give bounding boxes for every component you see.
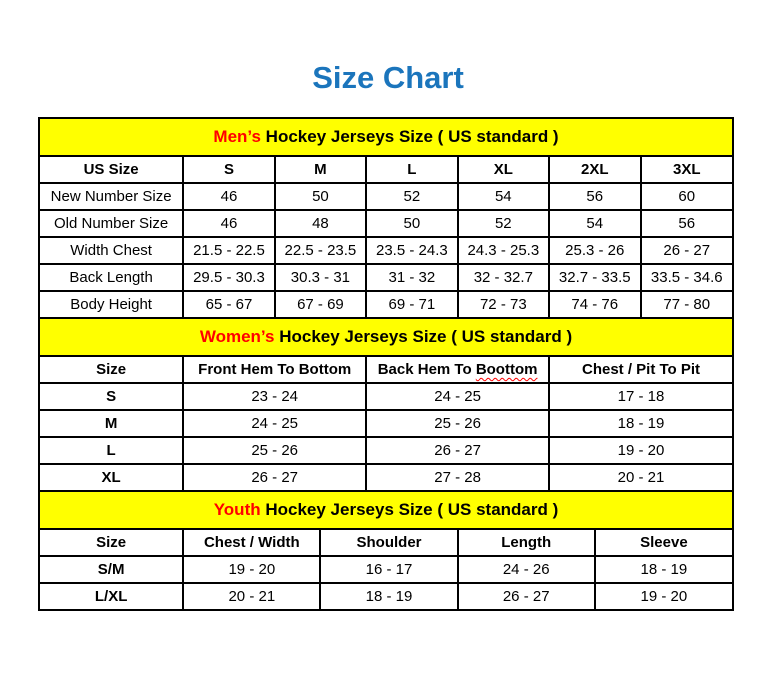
table-cell: 25.3 - 26 — [549, 237, 640, 264]
table-cell: 24 - 25 — [183, 410, 366, 437]
column-header: Chest / Width — [183, 530, 320, 556]
table-cell: 29.5 - 30.3 — [183, 264, 274, 291]
table-row — [40, 264, 732, 291]
column-header: Size — [40, 530, 183, 556]
row-label: XL — [40, 464, 183, 490]
table-cell: 24.3 - 25.3 — [458, 237, 549, 264]
table-cell: 56 — [549, 183, 640, 210]
column-header: S — [183, 157, 274, 183]
table-cell: 54 — [549, 210, 640, 237]
row-label: Body Height — [40, 291, 183, 317]
mens-size-table — [40, 157, 732, 317]
table-cell: 17 - 18 — [549, 383, 732, 410]
table-row — [40, 410, 732, 437]
table-cell: 31 - 32 — [366, 264, 457, 291]
column-header: Chest / Pit To Pit — [549, 357, 732, 383]
row-label: M — [40, 410, 183, 437]
table-cell: 18 - 19 — [595, 556, 732, 583]
section-band-womens — [40, 317, 732, 357]
table-cell: 33.5 - 34.6 — [641, 264, 733, 291]
column-header: 2XL — [549, 157, 640, 183]
column-header: Front Hem To Bottom — [183, 357, 366, 383]
table-cell: 19 - 20 — [595, 583, 732, 609]
section-band-youth-highlight: Youth — [213, 500, 261, 519]
row-label: Width Chest — [40, 237, 183, 264]
section-band-mens-text: Hockey Jerseys Size ( US standard ) — [260, 127, 559, 146]
table-row — [40, 291, 732, 317]
column-header: Back Hem To Boottom — [366, 357, 549, 383]
table-cell: 26 - 27 — [366, 437, 549, 464]
column-header: XL — [458, 157, 549, 183]
table-cell: 65 - 67 — [183, 291, 274, 317]
column-header: L — [366, 157, 457, 183]
row-label: L — [40, 437, 183, 464]
row-label: L/XL — [40, 583, 183, 609]
table-cell: 56 — [641, 210, 733, 237]
row-label: New Number Size — [40, 183, 183, 210]
table-cell: 32 - 32.7 — [458, 264, 549, 291]
table-cell: 30.3 - 31 — [275, 264, 366, 291]
table-cell: 46 — [183, 210, 274, 237]
table-cell: 54 — [458, 183, 549, 210]
header-row — [40, 157, 732, 183]
table-cell: 52 — [458, 210, 549, 237]
table-cell: 16 - 17 — [320, 556, 457, 583]
section-band-womens-highlight: Women’s — [199, 327, 275, 346]
table-cell: 26 - 27 — [458, 583, 595, 609]
column-header: Length — [458, 530, 595, 556]
section-band-youth-text: Hockey Jerseys Size ( US standard ) — [260, 500, 559, 519]
column-header: M — [275, 157, 366, 183]
table-cell: 23.5 - 24.3 — [366, 237, 457, 264]
table-row — [40, 556, 732, 583]
table-cell: 69 - 71 — [366, 291, 457, 317]
table-row — [40, 583, 732, 609]
column-header: 3XL — [641, 157, 733, 183]
section-band-womens-text: Hockey Jerseys Size ( US standard ) — [274, 327, 573, 346]
table-row — [40, 464, 732, 490]
misspelled-word: Boottom — [475, 361, 538, 378]
table-cell: 32.7 - 33.5 — [549, 264, 640, 291]
table-cell: 26 - 27 — [641, 237, 733, 264]
table-cell: 21.5 - 22.5 — [183, 237, 274, 264]
table-cell: 52 — [366, 183, 457, 210]
row-label: Old Number Size — [40, 210, 183, 237]
table-cell: 77 - 80 — [641, 291, 733, 317]
table-cell: 26 - 27 — [183, 464, 366, 490]
section-band-mens — [40, 119, 732, 157]
table-cell: 24 - 25 — [366, 383, 549, 410]
table-cell: 18 - 19 — [320, 583, 457, 609]
table-cell: 20 - 21 — [549, 464, 732, 490]
header-row — [40, 357, 732, 383]
table-cell: 23 - 24 — [183, 383, 366, 410]
row-label: S — [40, 383, 183, 410]
table-row — [40, 183, 732, 210]
column-header: Shoulder — [320, 530, 457, 556]
table-row — [40, 383, 732, 410]
column-header: Size — [40, 357, 183, 383]
section-band-youth — [40, 490, 732, 530]
table-cell: 67 - 69 — [275, 291, 366, 317]
table-cell: 24 - 26 — [458, 556, 595, 583]
table-cell: 19 - 20 — [183, 556, 320, 583]
table-cell: 48 — [275, 210, 366, 237]
table-row — [40, 437, 732, 464]
table-row — [40, 237, 732, 264]
table-cell: 20 - 21 — [183, 583, 320, 609]
youth-size-table — [40, 530, 732, 609]
table-cell: 18 - 19 — [549, 410, 732, 437]
table-cell: 22.5 - 23.5 — [275, 237, 366, 264]
table-row — [40, 210, 732, 237]
header-row — [40, 530, 732, 556]
size-chart-table-group — [38, 117, 734, 611]
page-title: Size Chart — [312, 60, 464, 95]
table-cell: 19 - 20 — [549, 437, 732, 464]
table-cell: 74 - 76 — [549, 291, 640, 317]
row-label: S/M — [40, 556, 183, 583]
table-cell: 60 — [641, 183, 733, 210]
table-cell: 50 — [275, 183, 366, 210]
table-cell: 46 — [183, 183, 274, 210]
table-cell: 25 - 26 — [366, 410, 549, 437]
column-header: US Size — [40, 157, 183, 183]
section-band-mens-highlight: Men’s — [213, 127, 261, 146]
column-header: Sleeve — [595, 530, 732, 556]
table-cell: 50 — [366, 210, 457, 237]
table-cell: 25 - 26 — [183, 437, 366, 464]
womens-size-table — [40, 357, 732, 490]
table-cell: 27 - 28 — [366, 464, 549, 490]
table-cell: 72 - 73 — [458, 291, 549, 317]
row-label: Back Length — [40, 264, 183, 291]
